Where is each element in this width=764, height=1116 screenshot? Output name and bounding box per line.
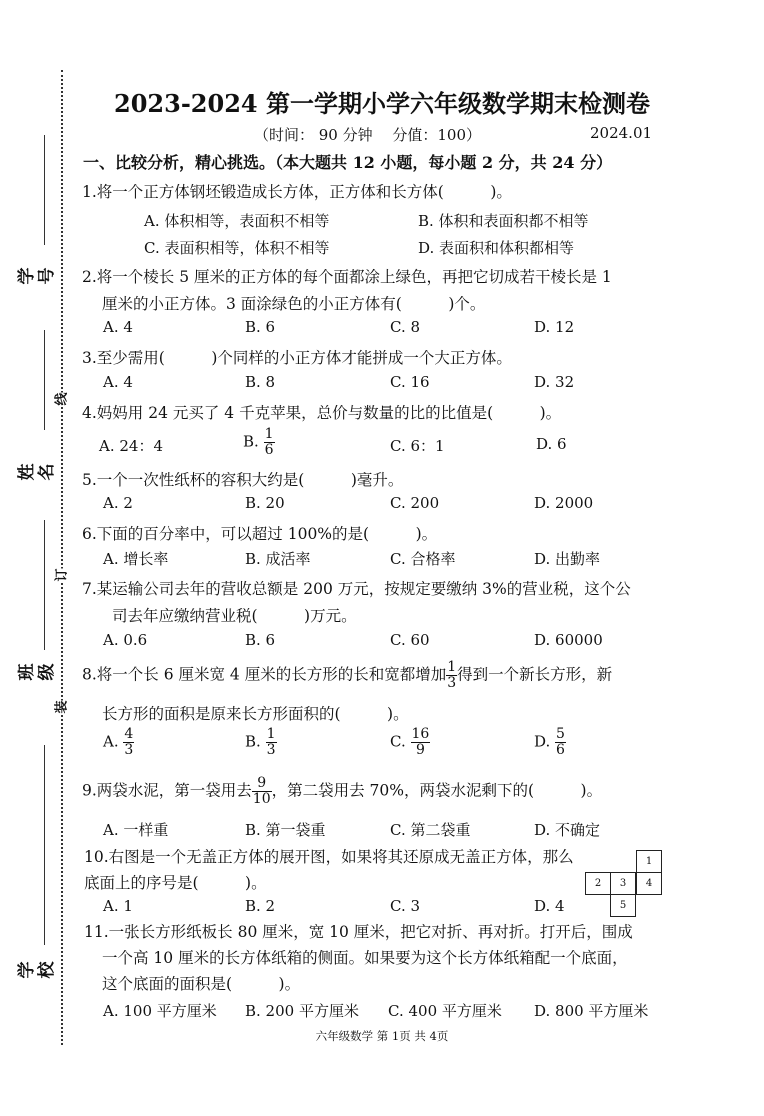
q8-option-b: B. $\frac{1}{3}$	[245, 726, 276, 758]
q1-option-a: A. 体积相等，表面积不相等	[144, 212, 330, 230]
q4-option-b-fraction: $\frac{1}{6}$	[264, 426, 274, 458]
q10-option-a: A. 1	[103, 897, 133, 915]
student-id-fill-line	[44, 135, 45, 245]
cube-net-face-3: 3	[610, 872, 636, 895]
question-11-line-2: 一个高 10 厘米的长方体纸箱的侧面。如果要为这个长方体纸箱配一个底面，	[102, 949, 628, 967]
q4-option-b: B. $\frac{1}{6}$	[243, 426, 274, 458]
binding-char-ding: 订	[54, 568, 70, 582]
q2-option-c: C. 8	[390, 318, 421, 336]
question-3: 3.至少需用( )个同样的小正方体才能拼成一个大正方体。	[82, 349, 512, 367]
q8-fraction-one-third: $\frac{1}{3}$	[447, 659, 457, 691]
class-fill-line	[44, 520, 45, 650]
q1-option-d: D. 表面积和体积都相等	[418, 239, 575, 257]
binding-char-zhuang: 装	[54, 700, 70, 714]
question-2-line-2: 厘米的小正方体。3 面涂绿色的小正方体有( )个。	[102, 295, 486, 313]
q8-option-d: D. $\frac{5}{6}$	[534, 726, 565, 758]
question-9: 9.两袋水泥，第一袋用去 $\frac{9}{10}$ ，第二袋用去 70%，两袋水泥剩下的( )。	[82, 775, 603, 807]
question-2-line-1: 2.将一个棱长 5 厘米的正方体的每个面都涂上绿色，再把它切成若干棱长是 1	[82, 268, 612, 286]
q9-option-c: C. 第二袋重	[390, 821, 471, 839]
q2-option-b: B. 6	[245, 318, 276, 336]
q5-option-b: B. 20	[245, 494, 285, 512]
question-4: 4.妈妈用 24 元买了 4 千克苹果，总价与数量的比的比值是( )。	[82, 404, 562, 422]
cube-net-figure	[585, 850, 665, 920]
q3-option-b: B. 8	[245, 373, 276, 391]
cube-net-face-5: 5	[610, 894, 636, 917]
question-11-line-3: 这个底面的面积是( )。	[102, 975, 301, 993]
question-8-line-1: 8.将一个长 6 厘米宽 4 厘米的长方形的长和宽都增加 $\frac{1}{3}$ 得到一个新长方形，新	[82, 659, 613, 691]
section-1-heading: 一、比较分析，精心挑选。（本大题共 12 小题，每小题 2 分，共 24 分）	[83, 153, 613, 172]
q8-option-c: C. $\frac{16}{9}$	[390, 726, 430, 758]
q8-option-d-fraction: $\frac{5}{6}$	[556, 726, 565, 758]
class-label: 班级	[17, 663, 57, 681]
question-6: 6.下面的百分率中，可以超过 100%的是( )。	[82, 525, 438, 543]
cube-net-face-4: 4	[636, 872, 662, 895]
binding-dotted-line	[61, 70, 63, 1045]
cube-net-face-2: 2	[585, 872, 611, 895]
school-label: 学校	[17, 961, 57, 979]
q11-option-d: D. 800 平方厘米	[534, 1002, 649, 1020]
q3-option-d: D. 32	[534, 373, 575, 391]
q3-option-c: C. 16	[390, 373, 430, 391]
q2-option-d: D. 12	[534, 318, 575, 336]
q1-option-c: C. 表面积相等，体积不相等	[144, 239, 330, 257]
q7-option-c: C. 60	[390, 631, 430, 649]
q11-option-c: C. 400 平方厘米	[388, 1002, 502, 1020]
q9-option-b: B. 第一袋重	[245, 821, 326, 839]
q5-option-c: C. 200	[390, 494, 440, 512]
q6-option-c: C. 合格率	[390, 550, 456, 568]
q6-option-a: A. 增长率	[103, 550, 169, 568]
q10-option-c: C. 3	[390, 897, 421, 915]
q8-option-c-fraction: $\frac{16}{9}$	[411, 726, 430, 758]
q8-option-a-fraction: $\frac{4}{3}$	[124, 726, 134, 758]
exam-title: 2023-2024 第一学期小学六年级数学期末检测卷	[114, 89, 650, 118]
binding-char-xian: 线	[54, 392, 70, 406]
question-1: 1.将一个正方体钢坯锻造成长方体，正方体和长方体( )。	[82, 183, 512, 201]
q7-option-b: B. 6	[245, 631, 276, 649]
q7-option-a: A. 0.6	[103, 631, 148, 649]
q7-option-d: D. 60000	[534, 631, 603, 649]
exam-date: 2024.01	[590, 124, 653, 142]
question-7-line-1: 7.某运输公司去年的营收总额是 200 万元，按规定要缴纳 3%的营业税，这个公	[82, 580, 631, 598]
q3-option-a: A. 4	[103, 373, 133, 391]
student-id-label: 学号	[17, 267, 57, 285]
question-5: 5.一个一次性纸杯的容积大约是( )毫升。	[82, 471, 404, 489]
question-11-line-1: 11.一张长方形纸板长 80 厘米，宽 10 厘米，把它对折、再对折。打开后，围成	[84, 923, 633, 941]
q4-option-d: D. 6	[536, 435, 567, 453]
q4-option-a: A. 24：4	[99, 437, 163, 455]
q8-option-a: A. $\frac{4}{3}$	[103, 726, 134, 758]
page-footer: 六年级数学 第 1页 共 4页	[315, 1029, 449, 1043]
name-fill-line	[44, 330, 45, 430]
q2-option-a: A. 4	[103, 318, 133, 336]
q9-option-a: A. 一样重	[103, 821, 169, 839]
q6-option-b: B. 成活率	[245, 550, 311, 568]
q9-fraction-nine-tenths: $\frac{9}{10}$	[252, 775, 271, 807]
q11-option-a: A. 100 平方厘米	[103, 1002, 217, 1020]
q8-option-b-fraction: $\frac{1}{3}$	[266, 726, 276, 758]
q10-option-b: B. 2	[245, 897, 276, 915]
q4-option-c: C. 6：1	[390, 437, 445, 455]
school-fill-line	[44, 745, 45, 945]
q10-option-d: D. 4	[534, 897, 565, 915]
question-7-line-2: 司去年应缴纳营业税( )万元。	[112, 607, 357, 625]
q5-option-d: D. 2000	[534, 494, 594, 512]
q6-option-d: D. 出勤率	[534, 550, 601, 568]
q5-option-a: A. 2	[103, 494, 133, 512]
question-10-line-2: 底面上的序号是( )。	[84, 874, 267, 892]
question-8-line-2: 长方形的面积是原来长方形面积的( )。	[102, 705, 409, 723]
exam-time-score: （时间： 90 分钟 分值：100）	[254, 126, 482, 144]
q1-option-b: B. 体积和表面积都不相等	[418, 212, 589, 230]
name-label: 姓名	[17, 463, 57, 481]
q11-option-b: B. 200 平方厘米	[245, 1002, 359, 1020]
q9-option-d: D. 不确定	[534, 821, 601, 839]
question-10-line-1: 10.右图是一个无盖正方体的展开图，如果将其还原成无盖正方体，那么	[84, 848, 574, 866]
cube-net-face-1: 1	[636, 850, 662, 873]
